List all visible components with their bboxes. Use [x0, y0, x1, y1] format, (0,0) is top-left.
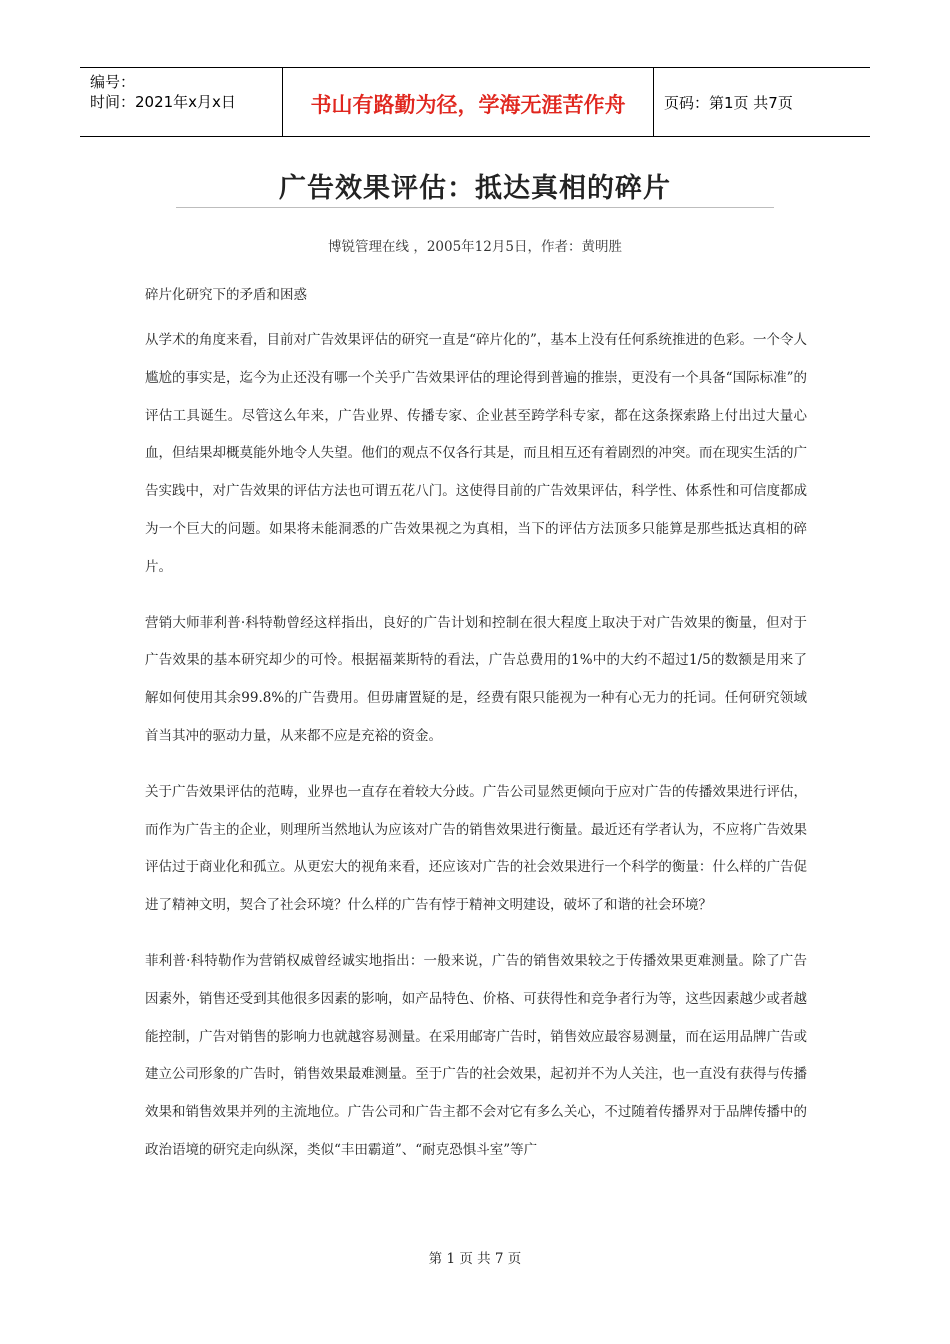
article-body: [145, 284, 807, 1188]
article-title: 广告效果评估：抵达真相的碎片: [279, 173, 671, 204]
time-label: 时间：2021年x月x日: [90, 93, 236, 111]
header-motto: 书山有路勤为径，学海无涯苦作舟: [282, 68, 654, 136]
article-byline: 博锐管理在线 ，2005年12月5日，作者：黄明胜: [328, 239, 622, 255]
title-divider: [176, 207, 774, 208]
paragraph-4: 菲利普·科特勒作为营销权威曾经诚实地指出：一般来说，广告的销售效果较之于传播效果更难测量。除了广告因素外，销售还受到其他很多因素的影响，如产品特色、价格、可获得性和竞争者行为等，这些因素越少或者越能控制，广告对销售的影响力也就越容易测量。在采用邮寄广告时，销售效应最容易测量，而在运用品牌广告或建立公司形象的广告时，销售效果最难测量。至于广告的社会效果，起初并不为人关注，也一直没有获得与传播效果和销售效果并列的主流地位。广告公司和广告主都不会对它有多么关心，不过随着传播界对于品牌传播中的政治语境的研究走向纵深，类似“丰田霸道”、“耐克恐惧斗室”等广: [145, 952, 807, 1158]
number-label: 编号：: [90, 73, 136, 91]
page-footer: 第 1 页 共 7 页: [428, 1251, 522, 1267]
header-meta: [80, 68, 282, 136]
header-page-info: 页码：第1页 共7页: [664, 93, 793, 112]
page-header: [80, 67, 870, 137]
paragraph-3: 关于广告效果评估的范畴，业界也一直存在着较大分歧。广告公司显然更倾向于应对广告的传播效果进行评估，而作为广告主的企业，则理所当然地认为应该对广告的销售效果进行衡量。最近还有学者认为，不应将广告效果评估过于商业化和孤立。从更宏大的视角来看，还应该对广告的社会效果进行一个科学的衡量：什么样的广告促进了精神文明，契合了社会环境？什么样的广告有悖于精神文明建设，破坏了和谐的社会环境？: [145, 783, 807, 914]
paragraph-1: 从学术的角度来看，目前对广告效果评估的研究一直是“碎片化的”，基本上没有任何系统推进的色彩。一个令人尴尬的事实是，迄今为止还没有哪一个关乎广告效果评估的理论得到普遍的推崇，更没有一个具备“国际标准”的评估工具诞生。尽管这么年来，广告业界、传播专家、企业甚至跨学科专家，都在这条探索路上付出过大量心血，但结果却概莫能外地令人失望。他们的观点不仅各行其是，而且相互还有着剧烈的冲突。而在现实生活的广告实践中，对广告效果的评估方法也可谓五花八门。这使得目前的广告效果评估，科学性、体系性和可信度都成为一个巨大的问题。如果将未能洞悉的广告效果视之为真相，当下的评估方法顶多只能算是那些抵达真相的碎片。: [145, 332, 807, 575]
section-subheading: 碎片化研究下的矛盾和困惑: [145, 287, 307, 303]
paragraph-2: 营销大师菲利普·科特勒曾经这样指出，良好的广告计划和控制在很大程度上取决于对广告效果的衡量，但对于广告效果的基本研究却少的可怜。根据福莱斯特的看法，广告总费用的1%中的大约不超过1/5的数额是用来了解如何使用其余99.8%的广告费用。但毋庸置疑的是，经费有限只能视为一种有心无力的托词。任何研究领域首当其冲的驱动力量，从来都不应是充裕的资金。: [145, 614, 807, 744]
